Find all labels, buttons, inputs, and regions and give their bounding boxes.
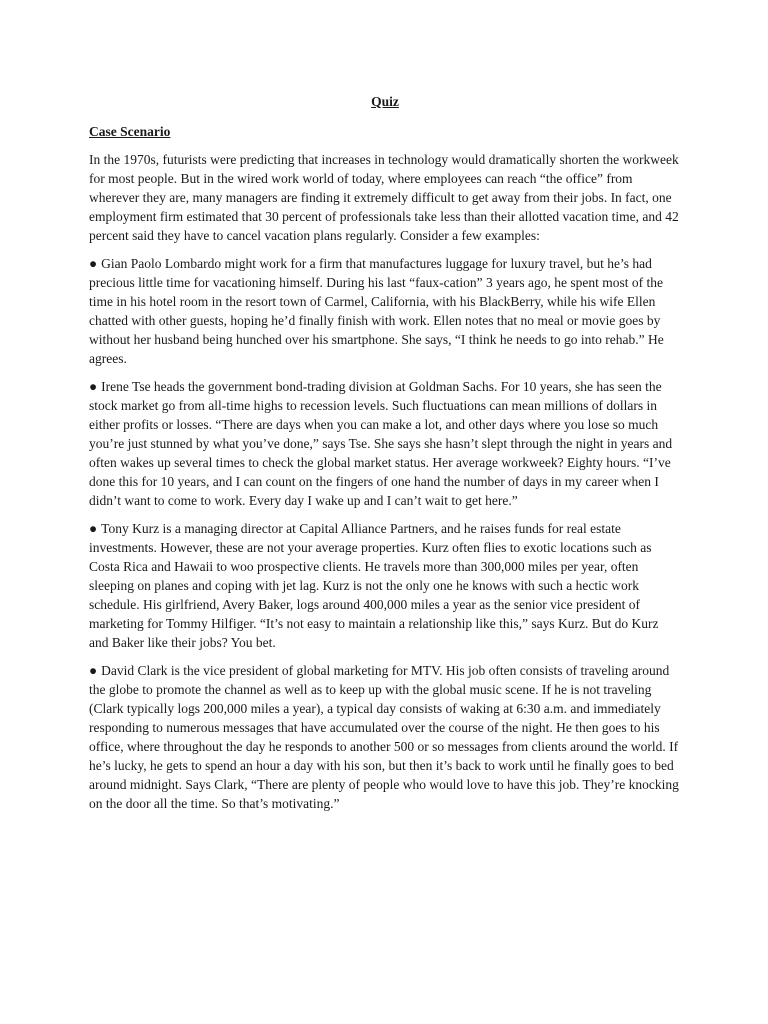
document-body (89, 92, 681, 822)
page-title: Quiz (371, 94, 399, 109)
example-kurz (89, 519, 681, 652)
intro-paragraph: In the 1970s, futurists were predicting that increases in technology would dramatically shorten the workweek for most people. But in the wired work world of today, where employees can reach “the office” from wherever they are, many managers are finding it extremely difficult to get away from their jobs. In fact, one employment firm estimated that 30 percent of professionals take less than their allotted vacation time, and 42 percent said they have to cancel vacation plans regularly. Consider a few examples: (89, 152, 679, 243)
bullet-icon: ● (89, 379, 98, 394)
example-clark (89, 661, 681, 813)
example-lombardo (89, 254, 681, 368)
example-text: David Clark is the vice president of global marketing for MTV. His job often consists of traveling around the globe to promote the channel as well as to keep up with the global music scene. If he is not traveling (Clark typically logs 200,000 miles a year), a typical day consists of waking at 6:30 a.m. and immediately responding to numerous messages that have accumulated over the course of the night. He then goes to his office, where throughout the day he responds to another 500 or so messages from clients around the world. If he’s lucky, he gets to spend an hour a day with his son, but then it’s back to work until he finally goes to bed around midnight. Says Clark, “There are plenty of people who would love to have this job. They’re knocking on the door all the time. So that’s motivating.” (89, 663, 679, 811)
example-text: Gian Paolo Lombardo might work for a firm that manufactures luggage for luxury travel, but he’s had precious little time for vacationing himself. During his last “faux-cation” 3 years ago, he spent most of the time in his hotel room in the resort town of Carmel, California, with his BlackBerry, while his wife Ellen chatted with other guests, hoping he’d finally finish with work. Ellen notes that no meal or movie goes by without her husband being hunched over his smartphone. She says, “I think he needs to go into rehab.” He agrees. (89, 256, 664, 366)
bullet-icon: ● (89, 521, 98, 536)
example-tse (89, 377, 681, 510)
example-text: Tony Kurz is a managing director at Capital Alliance Partners, and he raises funds for real estate investments. However, these are not your average properties. Kurz often flies to exotic locations such as Costa Rica and Hawaii to woo prospective clients. He travels more than 300,000 miles per year, often sleeping on planes and coping with jet lag. Kurz is not the only one he knows with such a hectic work schedule. His girlfriend, Avery Baker, logs around 400,000 miles a year as the senior vice president of marketing for Tommy Hilfiger. “It’s not easy to maintain a relationship like this,” says Kurz. But do Kurz and Baker like their jobs? You bet. (89, 521, 659, 650)
bullet-icon: ● (89, 663, 98, 678)
bullet-icon: ● (89, 256, 98, 271)
example-text: Irene Tse heads the government bond-trading division at Goldman Sachs. For 10 years, she has seen the stock market go from all-time highs to recession levels. Such fluctuations can mean millions of dollars in either profits or losses. “There are days when you can make a lot, and other days where you lose so much you’re just stunned by what you’ve done,” says Tse. She says she hasn’t slept through the night in years and often wakes up several times to check the global market status. Her average workweek? Eighty hours. “I’ve done this for 10 years, and I can count on the fingers of one hand the number of days in my career when I didn’t want to come to work. Every day I wake up and I can’t wait to get here.” (89, 379, 673, 508)
section-heading: Case Scenario (89, 124, 171, 139)
